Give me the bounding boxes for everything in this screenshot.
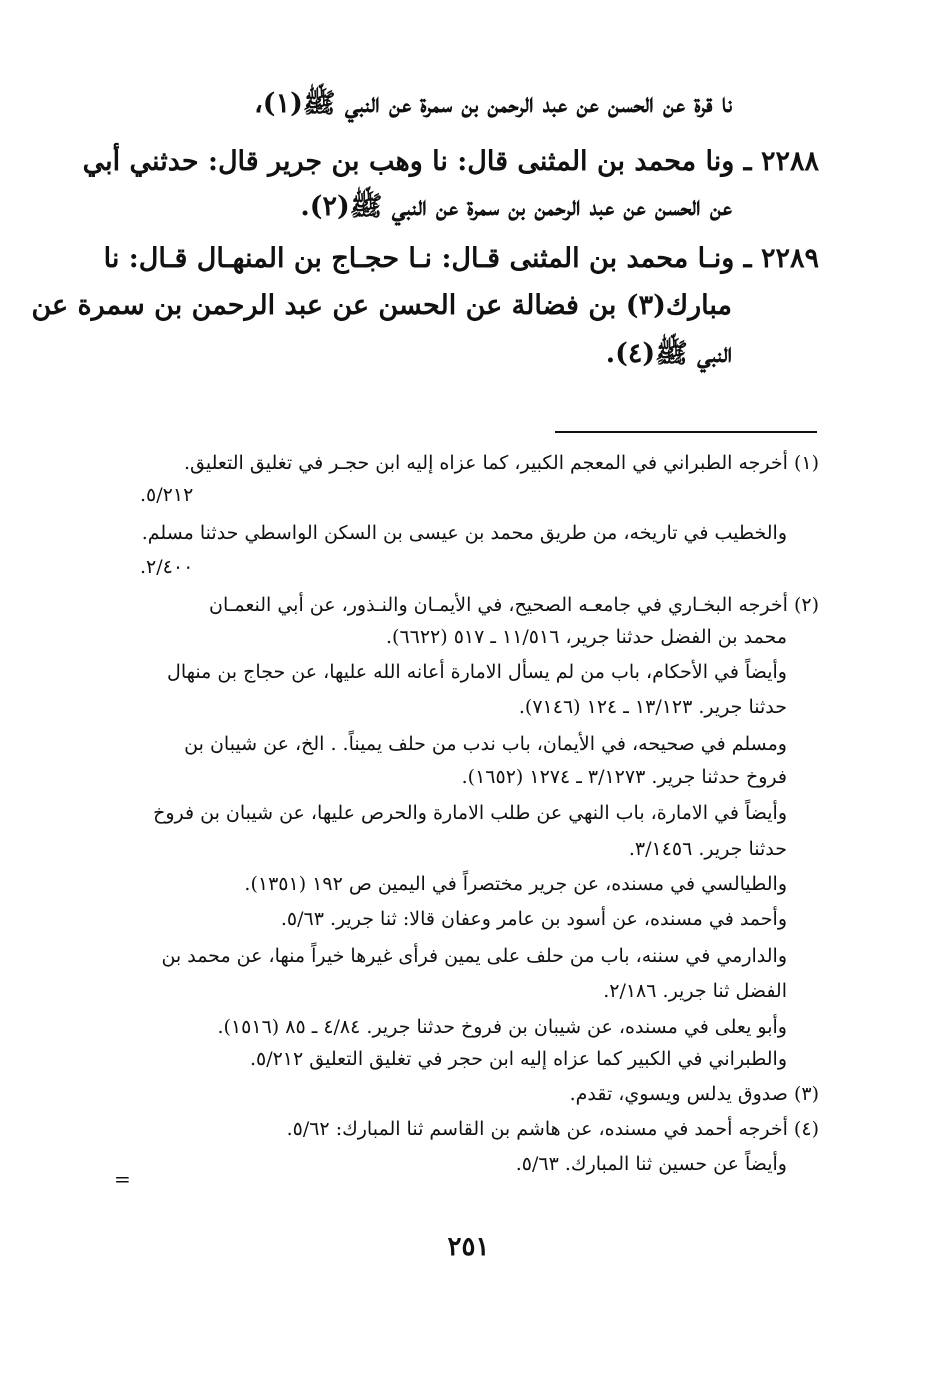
main-text-line: مبارك(٣) بن فضالة عن الحسن عن عبد الرحمن بن سمرة عن [31, 290, 732, 321]
footnote-line: ٥/٢١٢. [140, 484, 194, 506]
main-text-line: عن الحسن عن عبد الرحمن بن سمرة عن النبي ﷺ(٢). [300, 191, 732, 222]
footnote-line: وأبو يعلى في مسنده، عن شيبان بن فروخ حدثنا جرير. ٤/٨٤ ـ ٨٥ (١٥١٦). [217, 1016, 787, 1038]
footnote-line: حدثنا جرير. ١٣/١٢٣ ـ ١٢٤ (٧١٤٦). [518, 696, 787, 718]
footnote-line: (٢) أخرجه البخـاري في جامعـه الصحيح، في الأيمـان والنـذور، عن أبي النعمـان [209, 594, 819, 616]
continuation-mark: = [114, 1167, 131, 1191]
footnote-line: والخطيب في تاريخه، من طريق محمد بن عيسى بن السكن الواسطي حدثنا مسلم. [141, 522, 787, 544]
footnote-line: والدارمي في سننه، باب من حلف على يمين فرأى غيرها خيراً منها، عن محمد بن [161, 945, 787, 967]
footnote-line: ومسلم في صحيحه، في الأيمان، باب ندب من حلف يميناً. . الخ، عن شيبان بن [184, 733, 787, 755]
footnote-line: (٤) أخرجه أحمد في مسنده، عن هاشم بن القاسم ثنا المبارك: ٥/٦٢. [286, 1118, 819, 1140]
footnote-line: والطبراني في الكبير كما عزاه إليه ابن حجر في تغليق التعليق ٥/٢١٢. [249, 1048, 787, 1070]
footnote-line: وأحمد في مسنده، عن أسود بن عامر وعفان قالا: ثنا جرير. ٥/٦٣. [280, 908, 787, 930]
footnote-separator [555, 431, 817, 433]
footnote-line: محمد بن الفضل حدثنا جرير، ١١/٥١٦ ـ ٥١٧ (٦٦٢٢). [385, 626, 787, 648]
footnote-line: ٢/٤٠٠. [140, 556, 194, 578]
footnote-line: وأيضاً في الامارة، باب النهي عن طلب الامارة والحرص عليها، عن شيبان بن فروخ [153, 802, 787, 824]
footnote-line: (٣) صدوق يدلس ويسوي، تقدم. [569, 1083, 819, 1105]
main-text-line: ٢٢٨٨ ـ ونا محمد بن المثنى قال: نا وهب بن جرير قال: حدثني أبي [82, 146, 819, 177]
footnote-line: الفضل ثنا جرير. ٢/١٨٦. [603, 980, 787, 1002]
footnote-line: (١) أخرجه الطبراني في المعجم الكبير، كما عزاه إليه ابن حجـر في تغليق التعليق. [183, 452, 819, 474]
main-text-line: ٢٢٨٩ ـ ونـا محمد بن المثنى قـال: نـا حجـاج بن المنهـال قـال: نا [103, 243, 819, 274]
footnote-line: حدثنا جرير. ٣/١٤٥٦. [628, 838, 787, 860]
main-text-line: النبي ﷺ(٤). [605, 338, 732, 369]
main-text-line: نا قرة عن الحسن عن عبد الرحمن بن سمرة عن النبي ﷺ(١)، [254, 88, 732, 119]
footnote-line: فروخ حدثنا جرير. ٣/١٢٧٣ ـ ١٢٧٤ (١٦٥٢). [461, 766, 787, 788]
footnote-line: والطيالسي في مسنده، عن جرير مختصراً في اليمين ص ١٩٢ (١٣٥١). [244, 873, 787, 895]
footnote-line: وأيضاً عن حسين ثنا المبارك. ٥/٦٣. [515, 1153, 787, 1175]
footnote-line: وأيضاً في الأحكام، باب من لم يسأل الامارة أعانه الله عليها، عن حجاج بن منهال [167, 661, 787, 683]
page-number: ٢٥١ [447, 1232, 490, 1262]
